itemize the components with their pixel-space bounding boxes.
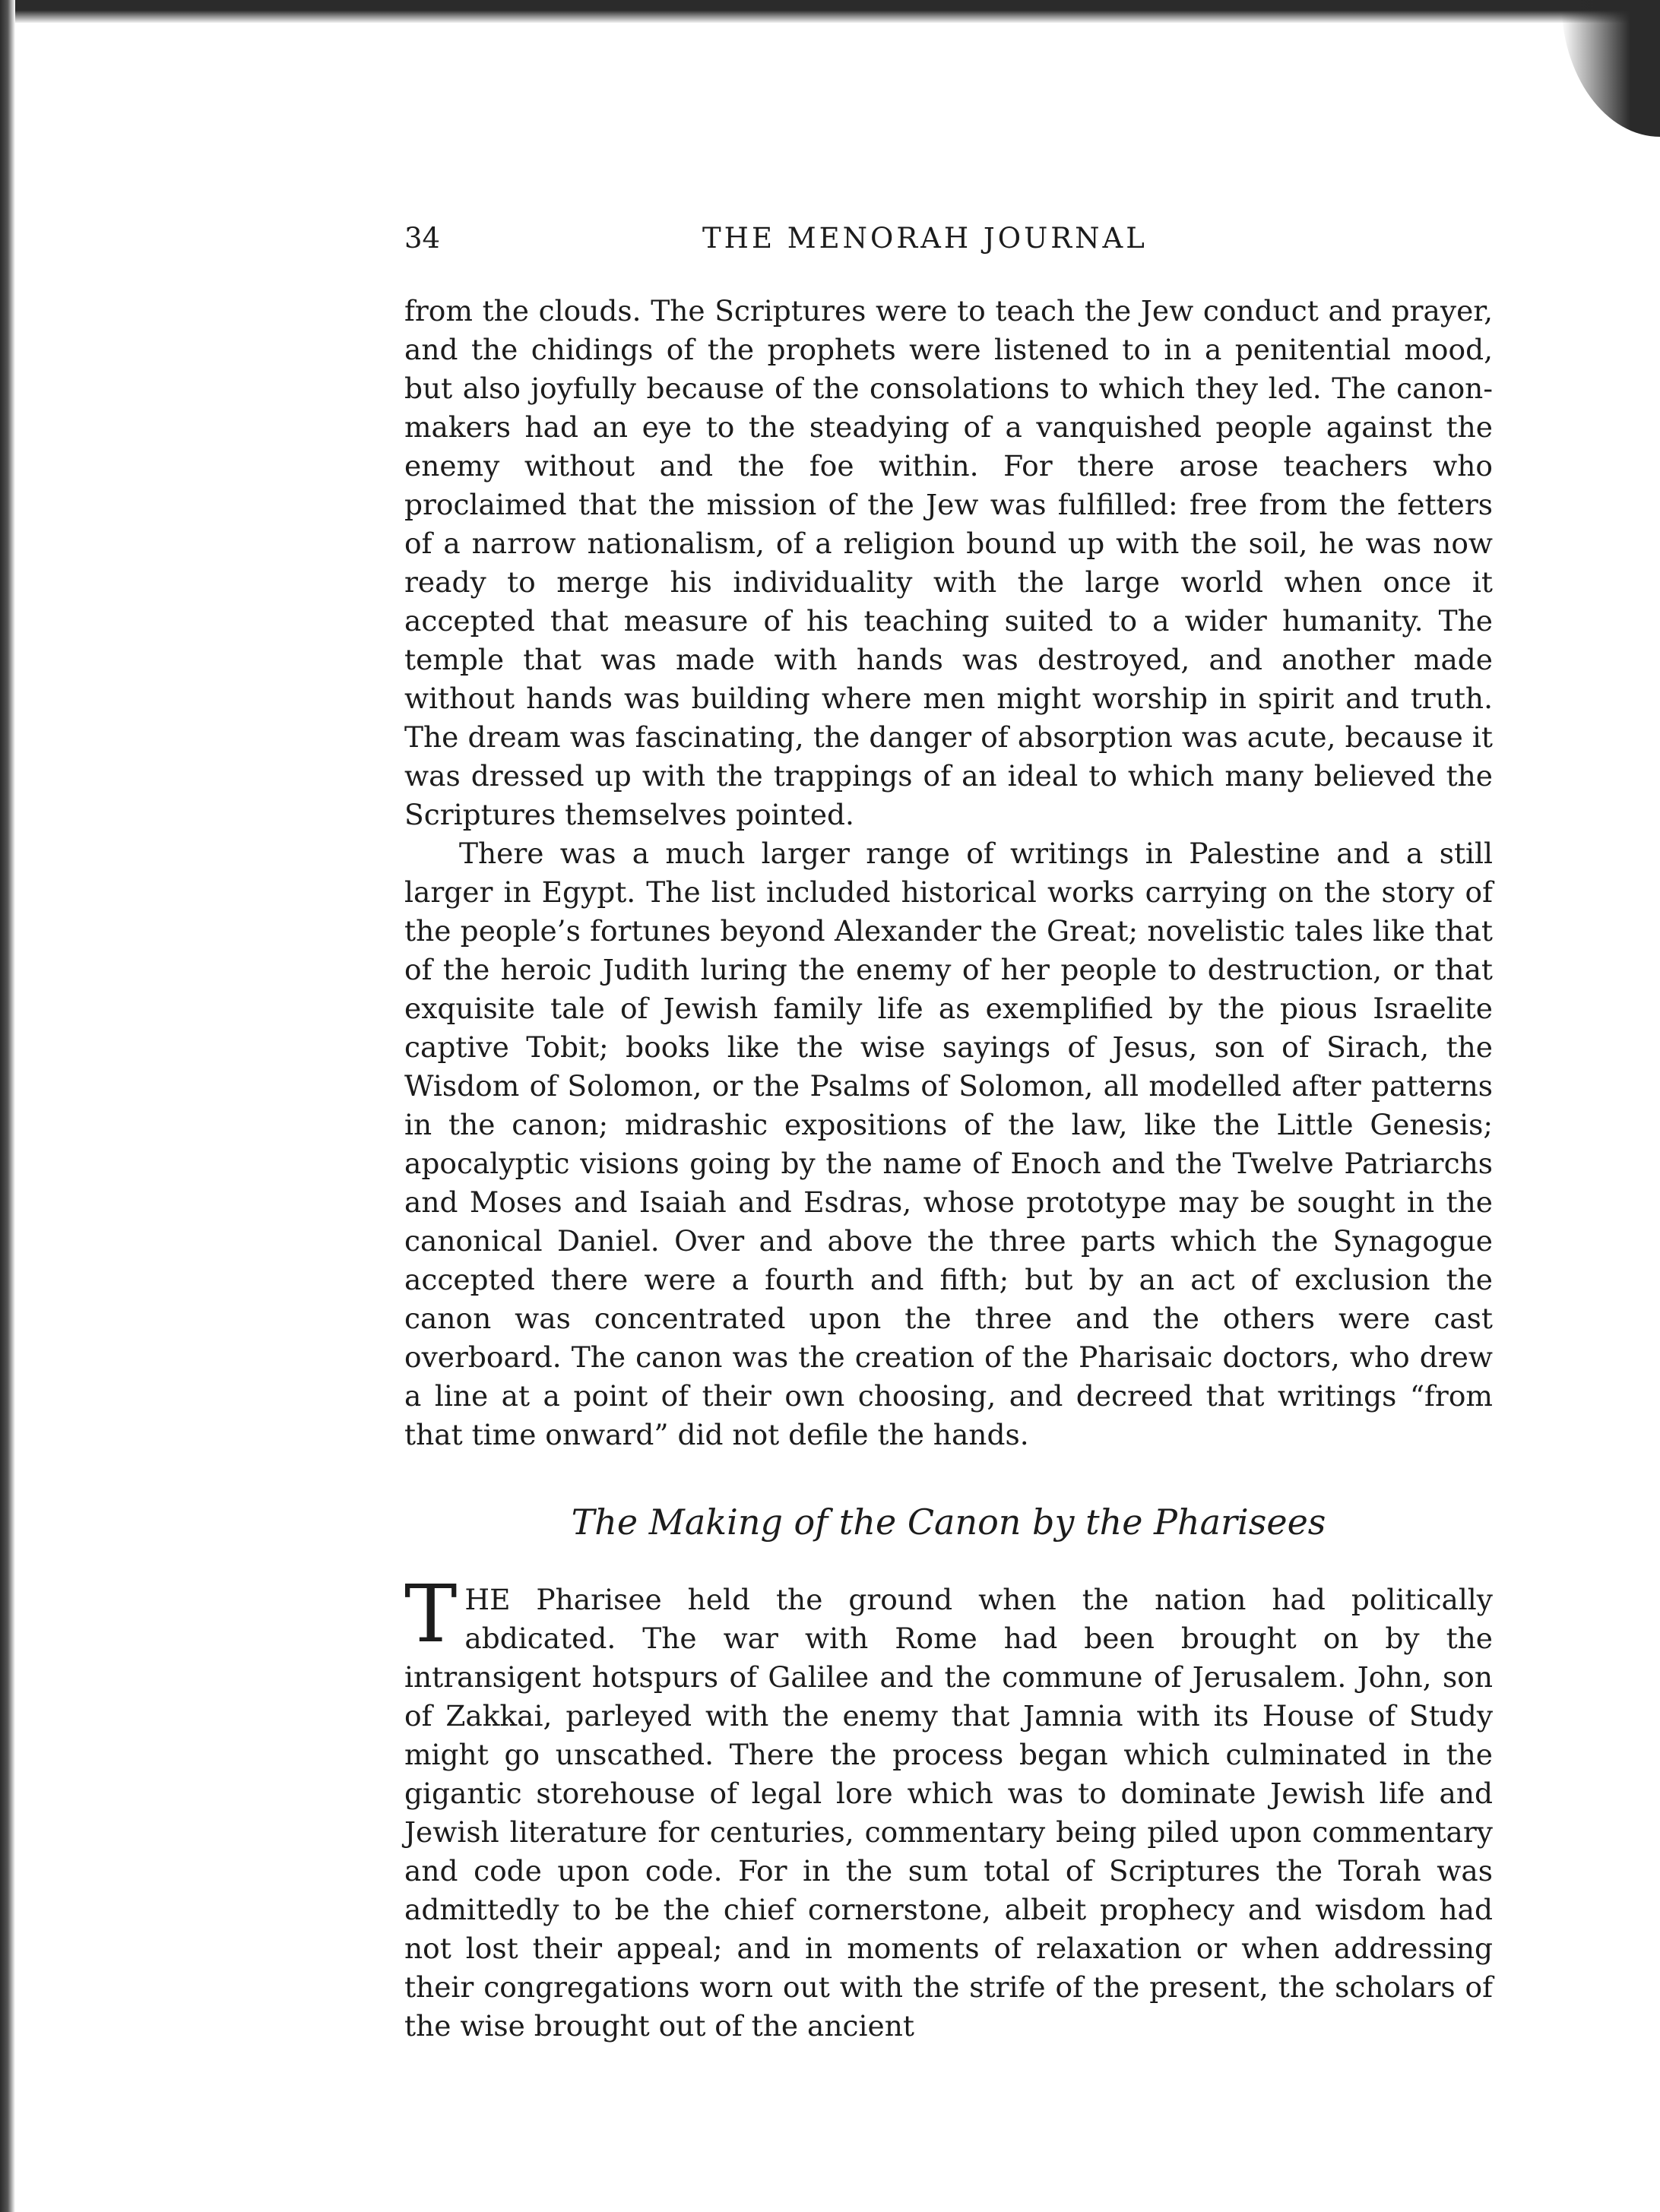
paragraph-pharisee-text: HE Pharisee held the ground when the nation had politically abdicated. The war with Rome had been brought on by the intransigent hotspurs of Galilee and the commune of Jerusalem. John, son of Zakkai, parleyed with the enemy that Jamnia with its House of Study might go unscathed. There the process began which culminated in the gigantic storehouse of legal lore which was to dominate Jewish life and Jewish literature for centuries, commentary being piled upon commentary and code upon code. For in the sum total of Scriptures the Torah was admittedly to be the chief cornerstone, albeit prophecy and wisdom had not lost their appeal; and in moments of relaxation or when addressing their congregations worn out with the strife of the present, the scholars of the wise brought out of the ancient	[404, 1583, 1493, 2043]
journal-title: THE MENORAH JOURNAL	[702, 222, 1148, 255]
section-heading: The Making of the Canon by the Pharisees	[571, 1502, 1326, 1543]
page	[404, 222, 1493, 2046]
scan-edge-corner	[1561, 0, 1660, 137]
paragraph-pharisee	[404, 1568, 1493, 2046]
paragraph-writings: There was a much larger range of writings in Palestine and a still larger in Egypt. The list included historical works carrying on the story of the people’s fortunes beyond Alexander the Great; novelistic tales like that of the heroic Judith luring the enemy of her people to destruction, or that exquisite tale of Jewish family life as exemplified by the pious Israelite captive Tobit; books like the wise sayings of Jesus, son of Sirach, the Wisdom of Solomon, or the Psalms of Solomon, all modelled after patterns in the canon; midrashic expositions of the law, like the Little Genesis; apocalyptic visions going by the name of Enoch and the Twelve Patriarchs and Moses and Isaiah and Esdras, whose prototype may be sought in the canonical Daniel. Over and above the three parts which the Synagogue accepted there were a fourth and fifth; but by an act of exclusion the canon was concentrated upon the three and the others were cast overboard. The canon was the creation of the Pharisaic doctors, who drew a line at a point of their own choosing, and decreed that writings “from that time onward” did not defile the hands.	[404, 837, 1493, 1451]
page-number: 34	[404, 222, 441, 255]
drop-cap: T	[404, 1568, 458, 1660]
scan-edge-left	[0, 0, 15, 2212]
body-text	[404, 292, 1493, 2046]
scan-edge-top	[0, 0, 1660, 23]
running-head	[404, 222, 1493, 267]
paragraph-continued: from the clouds. The Scriptures were to teach the Jew conduct and prayer, and the chidings of the prophets were listened to in a penitential mood, but also joyfully because of the consolations to which they led. The canon-makers had an eye to the steadying of a vanquished people against the enemy without and the foe within. For there arose teachers who proclaimed that the mission of the Jew was fulfilled: free from the fetters of a narrow nationalism, of a religion bound up with the soil, he was now ready to merge his individuality with the large world when once it accepted that measure of his teaching suited to a wider humanity. The temple that was made with hands was destroyed, and another made without hands was building where men might worship in spirit and truth. The dream was fascinating, the danger of absorption was acute, because it was dressed up with the trappings of an ideal to which many believed the Scriptures themselves pointed.	[404, 294, 1493, 831]
